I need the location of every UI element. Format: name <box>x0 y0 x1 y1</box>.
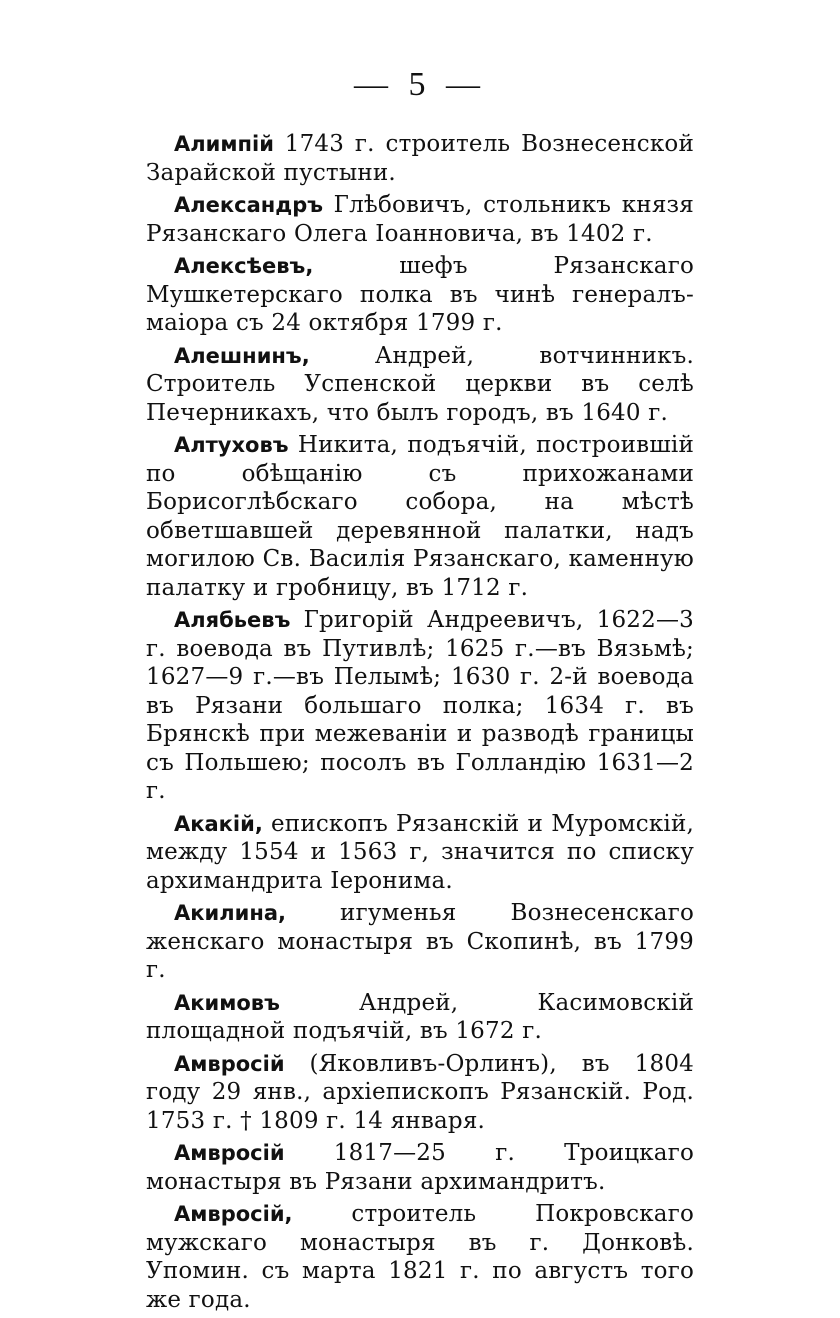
entry <box>146 431 694 602</box>
entry-text: Григорій Андреевичъ, 1622—3 г. воевода въ Путивлѣ; 1625 г.—въ Вязьмѣ; 1627—9 г.—въ Пелымѣ; 1630 г. 2-й воевода въ Рязани большаго полка; 1634 г. въ Брянскѣ при межеваніи и разводѣ границы съ Польшею; посолъ въ Голландію 1631—2 г. <box>146 607 694 804</box>
entry <box>146 989 694 1046</box>
entry-text: Андрей, вотчинникъ. Строитель Успенской церкви въ селѣ Печерникахъ, что былъ городъ, въ 1640 г. <box>146 342 694 426</box>
entry <box>146 1200 694 1314</box>
entry-name: Алтуховъ <box>174 433 289 457</box>
entry <box>146 606 694 806</box>
entry <box>146 252 694 338</box>
entry-name: Алексѣевъ, <box>174 254 314 278</box>
entry <box>146 1139 694 1196</box>
entry-name: Алимпій <box>174 132 274 156</box>
entry-text: (Яковливъ-Орлинъ), въ 1804 году 29 янв., архіепископъ Рязанскій. Род. 1753 г. † 1809 г. 14 января. <box>146 1050 694 1134</box>
entry-text: епископъ Рязанскій и Муромскій, между 1554 и 1563 г, значится по списку архимандрита Іеронима. <box>146 810 694 894</box>
entry-name: Амвросій <box>174 1141 285 1165</box>
entry-text: Андрей, Касимовскій площадной подъячій, въ 1672 г. <box>146 989 694 1044</box>
entry <box>146 810 694 896</box>
entry-name: Александръ <box>174 193 324 217</box>
entry-name: Амвросій <box>174 1051 285 1076</box>
entry <box>146 130 694 187</box>
entry-text: Глѣбовичъ, стольникъ князя Рязанскаго Олега Іоанновича, въ 1402 г. <box>146 192 694 247</box>
page-number: — 5 — <box>354 66 486 103</box>
entry-text: игуменья Вознесенскаго женскаго монастыря въ Скопинѣ, въ 1799 г. <box>146 900 694 983</box>
entry-name: Алябьевъ <box>174 608 291 632</box>
entry-text: 1743 г. строитель Вознесенской Зарайской пустыни. <box>146 131 694 186</box>
entry-name: Алешнинъ, <box>174 343 310 368</box>
entry <box>146 191 694 248</box>
entry-name: Акакій, <box>174 811 263 836</box>
entry-name: Акилина, <box>174 901 286 925</box>
entry-name: Амвросій, <box>174 1202 293 1226</box>
entry-text: 1817—25 г. Троицкаго монастыря въ Рязани архимандритъ. <box>146 1140 694 1195</box>
entry <box>146 342 694 428</box>
entry <box>146 899 694 985</box>
entry-text: Никита, подъячій, построившій по обѣщанію съ прихожанами Борисоглѣбскаго собора, на мѣстѣ обветшавшей деревянной палатки, надъ могилою Св. Василія Рязанскаго, каменную палатку и гробницу, въ 1712 г. <box>146 432 694 601</box>
dictionary-text <box>146 130 694 1318</box>
entry <box>146 1050 694 1136</box>
entry-name: Акимовъ <box>174 990 280 1015</box>
entry-text: строитель Покровскаго мужскаго монастыря въ г. Донковѣ. Упомин. съ марта 1821 г. по августъ того же года. <box>146 1201 694 1313</box>
entry-text: шефъ Рязанскаго Мушкетерскаго полка въ чинѣ генералъ-маіора съ 24 октября 1799 г. <box>146 253 694 336</box>
